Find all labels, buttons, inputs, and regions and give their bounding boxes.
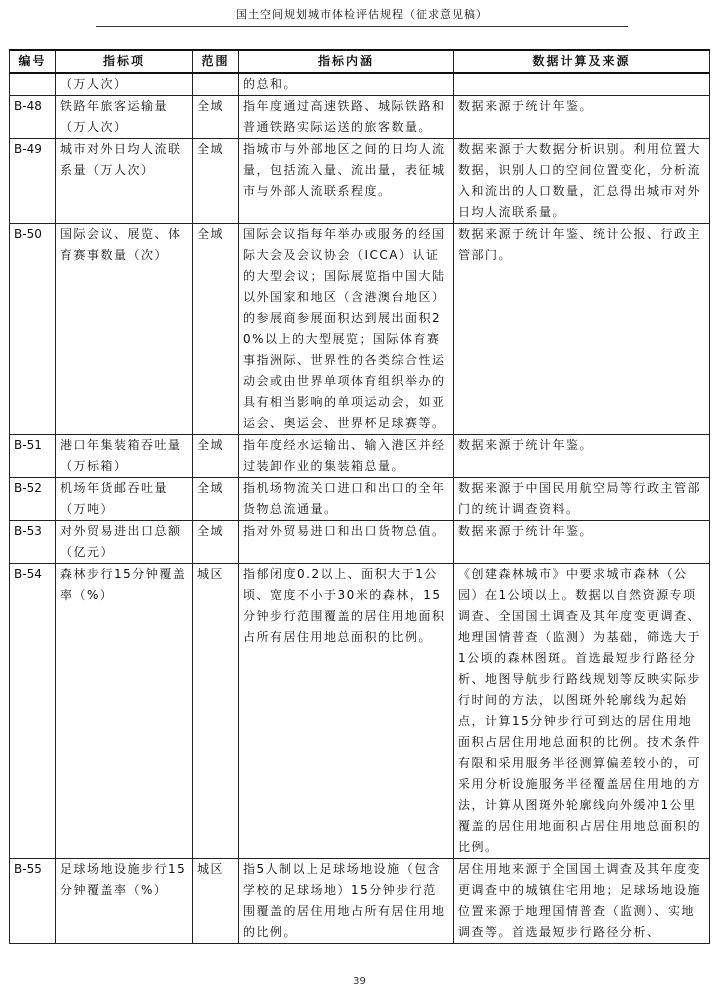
page-number: 39 [353, 976, 366, 987]
cell-code: B-54 [10, 564, 56, 859]
cell-scope: 城区 [193, 564, 239, 859]
cell-name: 国际会议、展览、体育赛事数量（次） [56, 224, 193, 435]
cell-name: 足球场地设施步行15分钟覆盖率（%） [56, 859, 193, 944]
cell-scope: 全域 [193, 478, 239, 521]
cell-name: 机场年货邮吞吐量（万吨） [56, 478, 193, 521]
cell-code: B-55 [10, 859, 56, 944]
table-row [10, 73, 710, 96]
cell-definition: 指对外贸易进口和出口货物总值。 [239, 521, 454, 564]
column-header-name: 指标项 [56, 50, 193, 73]
cell-name: 对外贸易进出口总额（亿元） [56, 521, 193, 564]
cell-definition: 指城市与外部地区之间的日均人流量，包括流入量、流出量，表征城市与外部人流联系程度。 [239, 139, 454, 224]
table-row [10, 859, 710, 944]
cell-scope: 全域 [193, 139, 239, 224]
table-row [10, 139, 710, 224]
cell-code: B-53 [10, 521, 56, 564]
table-row [10, 478, 710, 521]
column-header-definition: 指标内涵 [239, 50, 454, 73]
cell-source: 数据来源于统计年鉴。 [454, 521, 710, 564]
cell-code: B-51 [10, 435, 56, 478]
table-body [10, 73, 710, 944]
indicator-table [9, 49, 710, 944]
cell-source: 数据来源于大数据分析识别。利用位置大数据，识别人口的空间位置变化，分析流入和流出的人口数量，汇总得出城市对外日均人流联系量。 [454, 139, 710, 224]
cell-definition: 指5人制以上足球场地设施（包含学校的足球场地）15分钟步行范围覆盖的居住用地占所有居住用地的比例。 [239, 859, 454, 944]
cell-source: 数据来源于统计年鉴。 [454, 96, 710, 139]
table-row [10, 564, 710, 859]
cell-definition: 指机场物流关口进口和出口的全年货物总流通量。 [239, 478, 454, 521]
cell-definition: 指年度经水运输出、输入港区并经过装卸作业的集装箱总量。 [239, 435, 454, 478]
cell-source: 数据来源于统计年鉴、统计公报、行政主管部门。 [454, 224, 710, 435]
cell-code [10, 73, 56, 96]
cell-definition: 指年度通过高速铁路、城际铁路和普通铁路实际运送的旅客数量。 [239, 96, 454, 139]
cell-code: B-52 [10, 478, 56, 521]
cell-source: 数据来源于中国民用航空局等行政主管部门的统计调查资料。 [454, 478, 710, 521]
cell-name: 港口年集装箱吞吐量（万标箱） [56, 435, 193, 478]
cell-definition: 指郁闭度0.2以上、面积大于1公顷、宽度不小于30米的森林，15分钟步行范围覆盖的居住用地面积占所有居住用地总面积的比例。 [239, 564, 454, 859]
table-row [10, 224, 710, 435]
cell-scope: 全域 [193, 96, 239, 139]
cell-name: （万人次） [56, 73, 193, 96]
cell-code: B-49 [10, 139, 56, 224]
cell-scope [193, 73, 239, 96]
page-header: 国土空间规划城市体检评估规程（征求意见稿） [96, 6, 628, 27]
cell-scope: 全域 [193, 435, 239, 478]
cell-source: 数据来源于统计年鉴。 [454, 435, 710, 478]
cell-definition: 国际会议指每年举办或服务的经国际大会及会议协会（ICCA）认证的大型会议；国际展览指中国大陆以外国家和地区（含港澳台地区）的参展商参展面积达到展出面积20%以上的大型展览；国际体育赛事指洲际、世界性的各类综合性运动会或由世界单项体育组织举办的具有相当影响的单项运动会，如亚运会、奥运会、世界杯足球赛等。 [239, 224, 454, 435]
column-header-source: 数据计算及来源 [454, 50, 710, 73]
cell-code: B-50 [10, 224, 56, 435]
cell-name: 铁路年旅客运输量（万人次） [56, 96, 193, 139]
cell-source: 居住用地来源于全国国土调查及其年度变更调查中的城镇住宅用地；足球场地设施位置来源于地理国情普查（监测）、实地调查等。首选最短步行路径分析、 [454, 859, 710, 944]
cell-scope: 全域 [193, 521, 239, 564]
table-header [10, 50, 710, 73]
cell-code: B-48 [10, 96, 56, 139]
cell-name: 城市对外日均人流联系量（万人次） [56, 139, 193, 224]
cell-scope: 全域 [193, 224, 239, 435]
cell-source [454, 73, 710, 96]
cell-definition: 的总和。 [239, 73, 454, 96]
table-row [10, 96, 710, 139]
cell-source: 《创建森林城市》中要求城市森林（公园）在1公顷以上。数据以自然资源专项调查、全国国土调查及其年度变更调查、地理国情普查（监测）为基础，筛选大于1公顷的森林图斑。首选最短步行路径分析、地图导航步行路线规划等反映实际步行时间的方法，以图斑外轮廓线为起始点，计算15分钟步行可到达的居住用地面积占居住用地总面积的比例。技术条件有限和采用服务半径测算偏差较小的，可采用分析设施服务半径覆盖居住用地的方法，计算从图斑外轮廓线向外缓冲1公里覆盖的居住用地面积占居住用地总面积的比例。 [454, 564, 710, 859]
table-row [10, 521, 710, 564]
cell-name: 森林步行15分钟覆盖率（%） [56, 564, 193, 859]
column-header-code: 编号 [10, 50, 56, 73]
cell-scope: 城区 [193, 859, 239, 944]
column-header-scope: 范围 [193, 50, 239, 73]
table-row [10, 435, 710, 478]
